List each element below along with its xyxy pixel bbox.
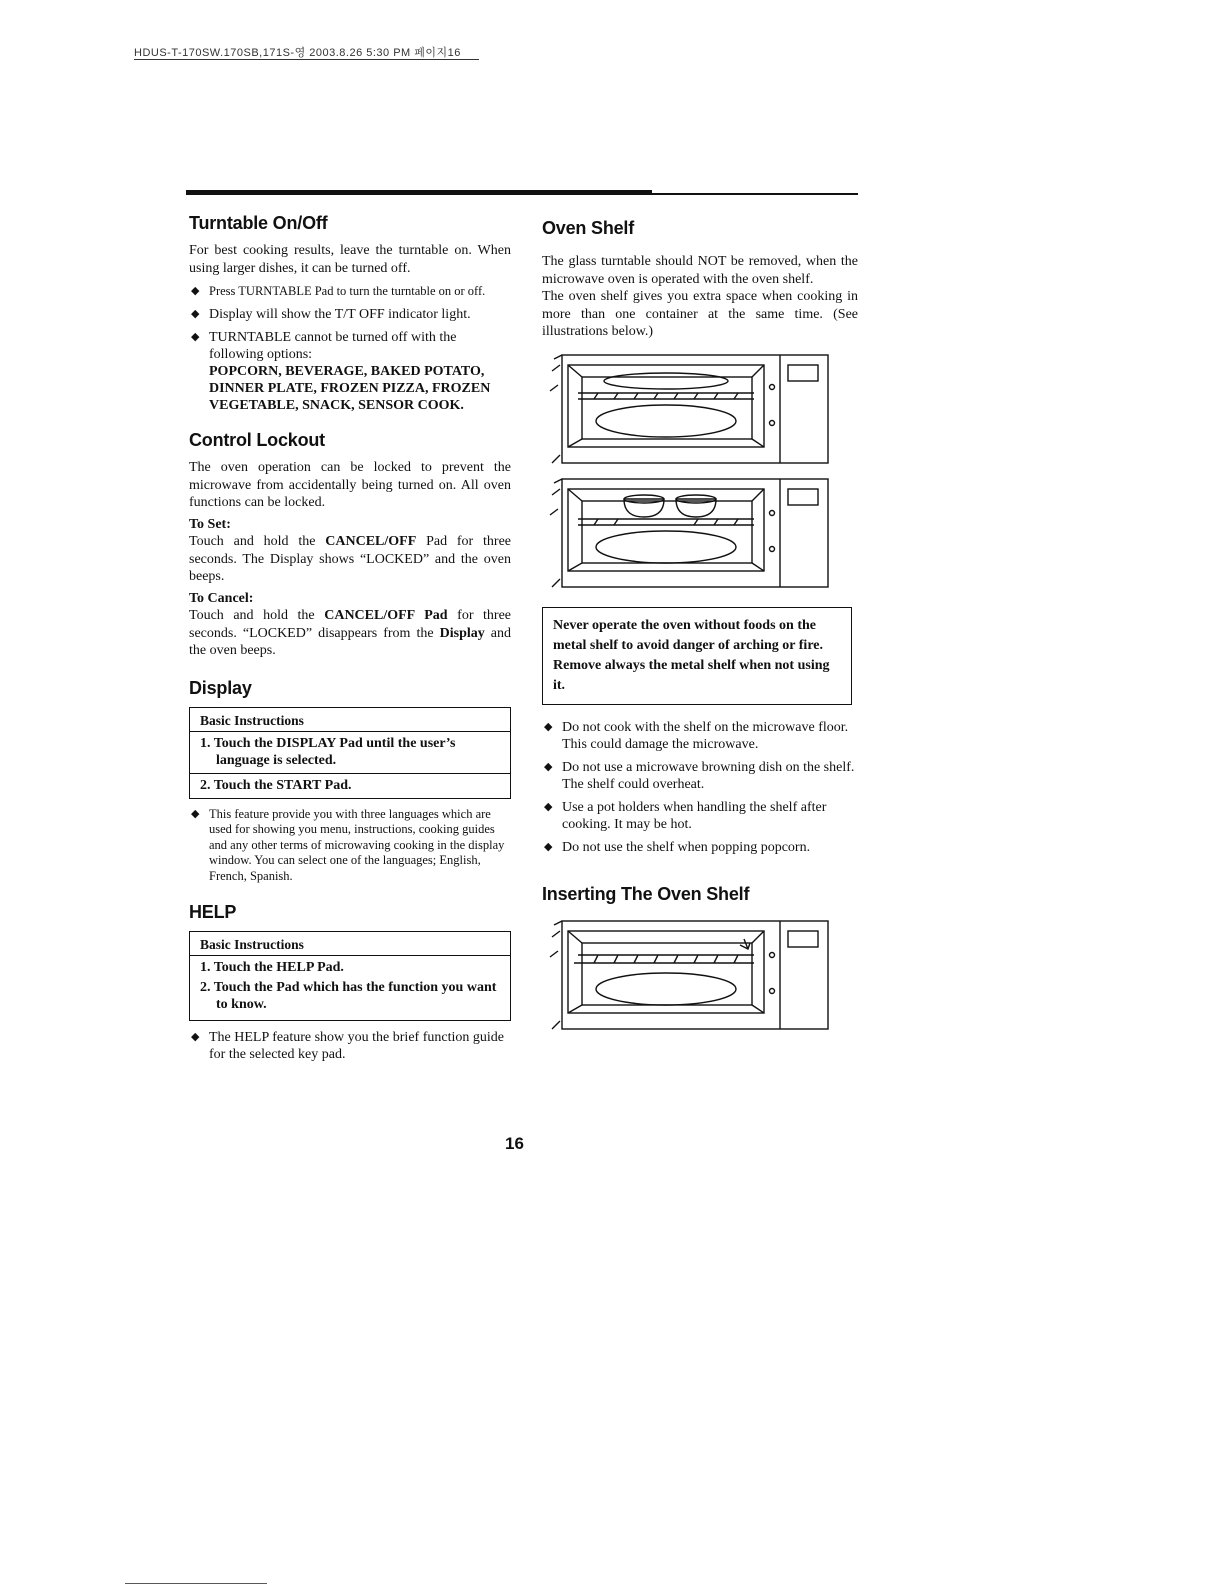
diamond-bullet-icon: ◆ bbox=[544, 720, 553, 733]
bullet-text: Press TURNTABLE Pad to turn the turntable on or off. bbox=[209, 284, 486, 298]
help-step-1: 1. Touch the HELP Pad. bbox=[200, 960, 344, 975]
print-header-text: HDUS-T-170SW.170SB,171S-영 2003.8.26 5:30 PM 페이지16 bbox=[134, 47, 479, 60]
diamond-bullet-icon: ◆ bbox=[191, 1031, 200, 1043]
list-item bbox=[189, 807, 511, 885]
page-number: 16 bbox=[505, 1134, 524, 1153]
diamond-bullet-icon: ◆ bbox=[544, 800, 553, 813]
bullet-text: The HELP feature show you the brief function guide for the selected key pad. bbox=[209, 1030, 504, 1062]
turntable-bullets bbox=[189, 283, 511, 414]
diamond-bullet-icon: ◆ bbox=[191, 807, 200, 820]
list-item bbox=[189, 283, 511, 300]
cancel-pre: Touch and hold the bbox=[189, 608, 315, 623]
cancel-display: Display bbox=[439, 625, 485, 641]
set-pre: Touch and hold the bbox=[189, 534, 316, 549]
turntable-title: Turntable On/Off bbox=[189, 213, 328, 233]
diamond-bullet-icon: ◆ bbox=[544, 840, 553, 853]
shelf-title: Oven Shelf bbox=[542, 218, 635, 238]
help-box-header: Basic Instructions bbox=[190, 936, 510, 956]
list-item bbox=[189, 329, 511, 414]
lockout-set-text bbox=[189, 533, 511, 586]
shelf-warning-text: Never operate the oven without foods on the metal shelf to avoid danger of arching or fire. Remove always the metal shelf when not using it. bbox=[553, 617, 830, 693]
help-instructions-box bbox=[189, 931, 511, 1021]
bullet-text: Use a pot holders when handling the shelf after cooking. It may be hot. bbox=[562, 799, 827, 832]
diamond-bullet-icon: ◆ bbox=[544, 760, 553, 773]
turntable-section bbox=[189, 213, 511, 414]
display-box-header: Basic Instructions bbox=[190, 712, 510, 732]
display-bullets bbox=[189, 807, 511, 885]
lockout-title: Control Lockout bbox=[189, 430, 325, 450]
list-item bbox=[189, 306, 511, 323]
lockout-cancel-label: To Cancel: bbox=[189, 590, 254, 606]
diamond-bullet-icon: ◆ bbox=[191, 331, 200, 343]
shelf-section bbox=[542, 218, 858, 856]
bullet-text: Do not cook with the shelf on the microwave floor. This could damage the microwave. bbox=[562, 719, 849, 752]
list-item bbox=[189, 1029, 511, 1063]
bullet-text: TURNTABLE cannot be turned off with the following options: bbox=[209, 330, 457, 362]
help-section bbox=[189, 902, 511, 1063]
footer-underline bbox=[125, 1583, 267, 1584]
lockout-set-label: To Set: bbox=[189, 516, 231, 532]
lockout-intro: The oven operation can be locked to prevent the microwave from accidentally being turned on. All oven functions can be locked. bbox=[189, 460, 511, 510]
shelf-p1: The glass turntable should NOT be removed, when the microwave oven is operated with the oven shelf. bbox=[542, 254, 858, 287]
lockout-cancel-text bbox=[189, 607, 511, 660]
display-instructions-box bbox=[189, 707, 511, 799]
help-step-2: 2. Touch the Pad which has the function you want to know. bbox=[200, 980, 497, 1012]
cancel-pad: CANCEL/OFF Pad bbox=[324, 608, 448, 623]
cancel-mid: for three seconds. “LOCKED” disappears from the bbox=[189, 608, 512, 641]
set-pad: CANCEL/OFF bbox=[325, 534, 417, 549]
bullet-text: This feature provide you with three languages which are used for showing you menu, instructions, cooking guides and any other terms of microwaving cooking in the display window. You can select one of the languages; English, French, Spanish. bbox=[209, 806, 505, 883]
diamond-bullet-icon: ◆ bbox=[191, 285, 200, 297]
display-section bbox=[189, 678, 511, 885]
inserting-title: Inserting The Oven Shelf bbox=[542, 883, 750, 904]
list-item bbox=[542, 719, 858, 753]
display-step-2: 2. Touch the START Pad. bbox=[190, 773, 510, 794]
list-item bbox=[542, 759, 858, 793]
print-header bbox=[134, 44, 479, 60]
help-title: HELP bbox=[189, 902, 237, 922]
set-post: Pad for three seconds. The Display shows “LOCKED” and the oven beeps. bbox=[189, 534, 511, 584]
bullet-text: Do not use a microwave browning dish on the shelf. The shelf could overheat. bbox=[562, 759, 855, 792]
inserting-shelf-illustration bbox=[548, 917, 830, 1035]
list-item bbox=[542, 799, 858, 833]
top-rule-thick bbox=[186, 190, 652, 195]
turntable-options: POPCORN, BEVERAGE, BAKED POTATO, DINNER PLATE, FROZEN PIZZA, FROZEN VEGETABLE, SNACK, SENSOR COOK. bbox=[209, 364, 491, 413]
bullet-text: Do not use the shelf when popping popcorn. bbox=[562, 839, 811, 855]
cancel-post: and the oven beeps. bbox=[189, 625, 512, 658]
left-column bbox=[189, 213, 511, 1069]
diamond-bullet-icon: ◆ bbox=[191, 308, 200, 320]
top-rule-thin bbox=[652, 193, 858, 195]
display-step-1: 1. Touch the DISPLAY Pad until the user’s language is selected. bbox=[200, 735, 456, 768]
right-column bbox=[542, 218, 858, 1041]
bullet-text: Display will show the T/T OFF indicator light. bbox=[209, 307, 471, 322]
help-bullets bbox=[189, 1029, 511, 1063]
oven-shelf-illustration-2 bbox=[548, 475, 830, 593]
shelf-bullets bbox=[542, 719, 858, 856]
shelf-p2: The oven shelf gives you extra space when cooking in more than one container at the same time. (See illustrations below.) bbox=[542, 289, 858, 339]
turntable-intro: For best cooking results, leave the turntable on. When using larger dishes, it can be turned off. bbox=[189, 243, 511, 276]
list-item bbox=[542, 839, 858, 856]
lockout-section bbox=[189, 430, 511, 660]
shelf-warning-box bbox=[542, 607, 852, 705]
display-title: Display bbox=[189, 677, 252, 698]
inserting-section bbox=[542, 884, 858, 1035]
oven-shelf-illustration-1 bbox=[548, 351, 830, 469]
